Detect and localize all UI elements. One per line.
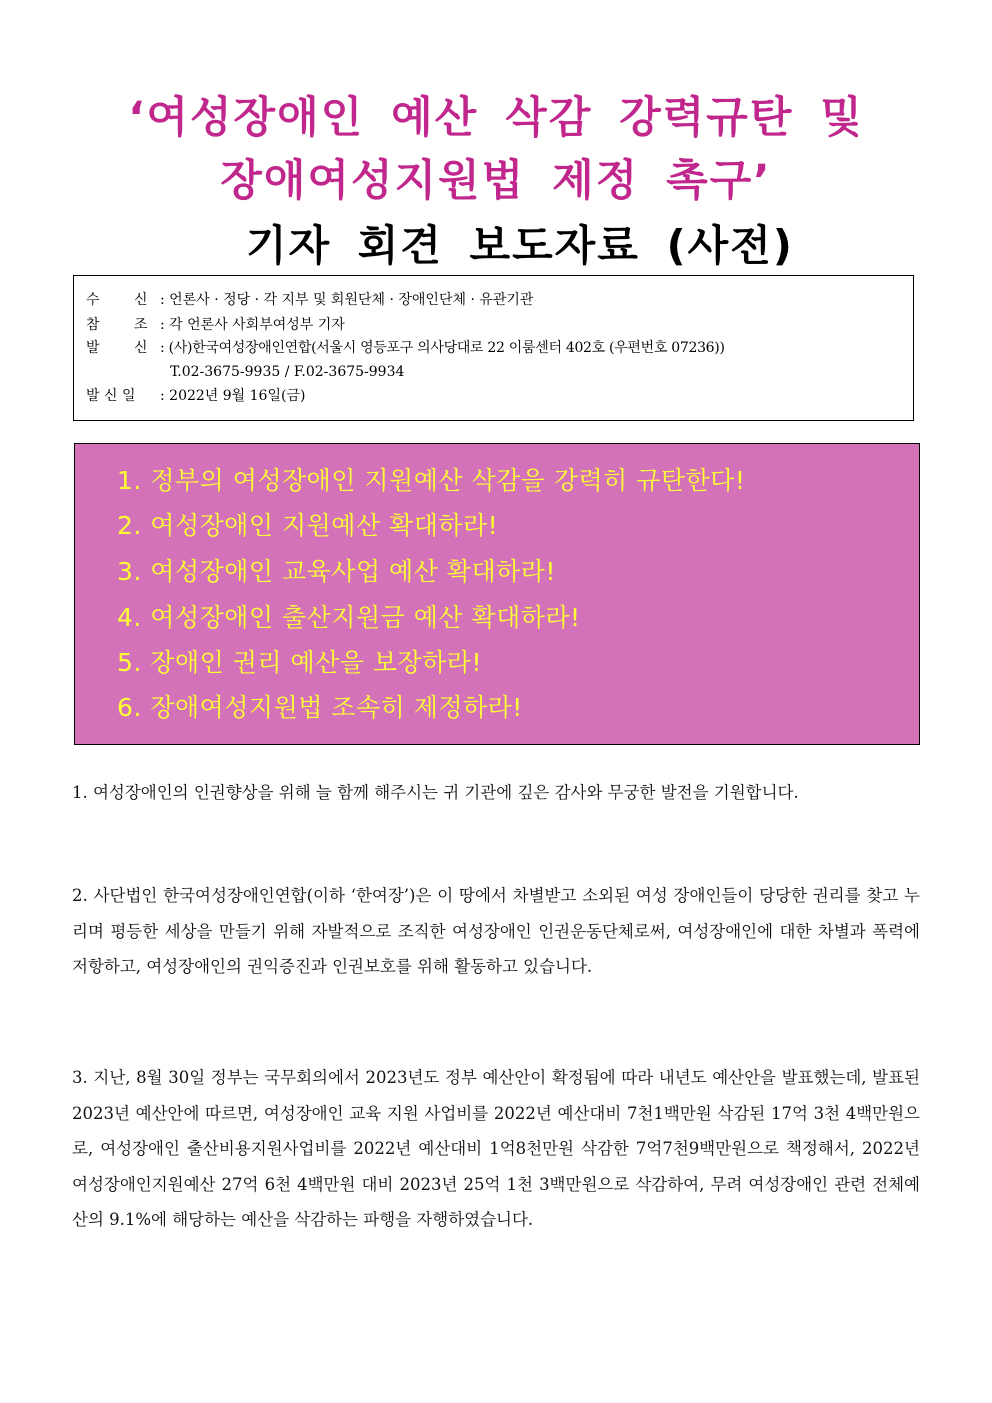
paragraph-1: 1. 여성장애인의 인권향상을 위해 늘 함께 해주시는 귀 기관에 깊은 감사와 무궁한 발전을 기원합니다.: [72, 783, 799, 802]
slogan-2: 2. 여성장애인 지원예산 확대하라!: [117, 511, 499, 540]
info-recipient: [86, 289, 533, 311]
sender-key: 발 신: [86, 340, 148, 356]
slogan-3: 3. 여성장애인 교육사업 예산 확대하라!: [117, 557, 556, 586]
title-line-3: 기자 회견 보도자료 (사전): [246, 221, 794, 270]
reference-key: 참 조: [86, 317, 148, 333]
date-value: : 2022년 9월 16일(금): [160, 388, 306, 404]
title-line-1: ‘여성장애인 예산 삭감 강력규탄 및: [128, 93, 864, 143]
slogan-1: 1. 정부의 여성장애인 지원예산 삭감을 강력히 규탄한다!: [117, 466, 746, 495]
slogan-4: 4. 여성장애인 출산지원금 예산 확대하라!: [117, 603, 581, 632]
sender-value: : (사)한국여성장애인연합(서울시 영등포구 의사당대로 22 이룸센터 402호 (우편번호 07236)): [160, 340, 725, 356]
info-box: [73, 275, 914, 421]
info-date: [86, 385, 305, 407]
recipient-key: 수 신: [86, 292, 148, 308]
sender-contact: T.02-3675-9935 / F.02-3675-9934: [170, 364, 405, 380]
slogan-box: [74, 443, 920, 745]
recipient-value: : 언론사 · 정당 · 각 지부 및 회원단체 · 장애인단체 · 유관기관: [160, 292, 534, 308]
slogan-6: 6. 장애여성지원법 조속히 제정하라!: [117, 693, 523, 722]
info-sender: [86, 337, 725, 359]
info-reference: [86, 314, 345, 336]
title-line-2: 장애여성지원법 제정 촉구’: [220, 156, 772, 206]
date-key: 발 신 일: [86, 388, 136, 404]
paragraph-2: 2. 사단법인 한국여성장애인연합(이하 ‘한여장’)은 이 땅에서 차별받고 소외된 여성 장애인들이 당당한 권리를 찾고 누리며 평등한 세상을 만들기 위해 자발적으로 조직한 여성장애인 인권운동단체로써, 여성장애인에 대한 차별과 폭력에 저항하고, 여성장애인의 권익증진과 인권보호를 위해 활동하고 있습니다.: [72, 886, 920, 976]
slogan-5: 5. 장애인 권리 예산을 보장하라!: [117, 648, 482, 677]
reference-value: : 각 언론사 사회부여성부 기자: [160, 317, 345, 333]
paragraph-3: 3. 지난, 8월 30일 정부는 국무회의에서 2023년도 정부 예산안이 확정됨에 따라 내년도 예산안을 발표했는데, 발표된 2023년 예산안에 따르면, 여성장애인 교육 지원 사업비를 2022년 예산대비 7천1백만원 삭감된 17억 3천 4백만원으로, 여성장애인 출산비용지원사업비를 2022년 예산대비 1억8천만원 삭감한 7억7천9백만원으로 책정해서, 2022년 여성장애인지원예산 27억 6천 4백만원 대비 2023년 25억 1천 3백만원으로 삭감하여, 무려 여성장애인 관련 전체예산의 9.1%에 해당하는 예산을 삭감하는 파행을 자행하였습니다.: [72, 1068, 920, 1229]
